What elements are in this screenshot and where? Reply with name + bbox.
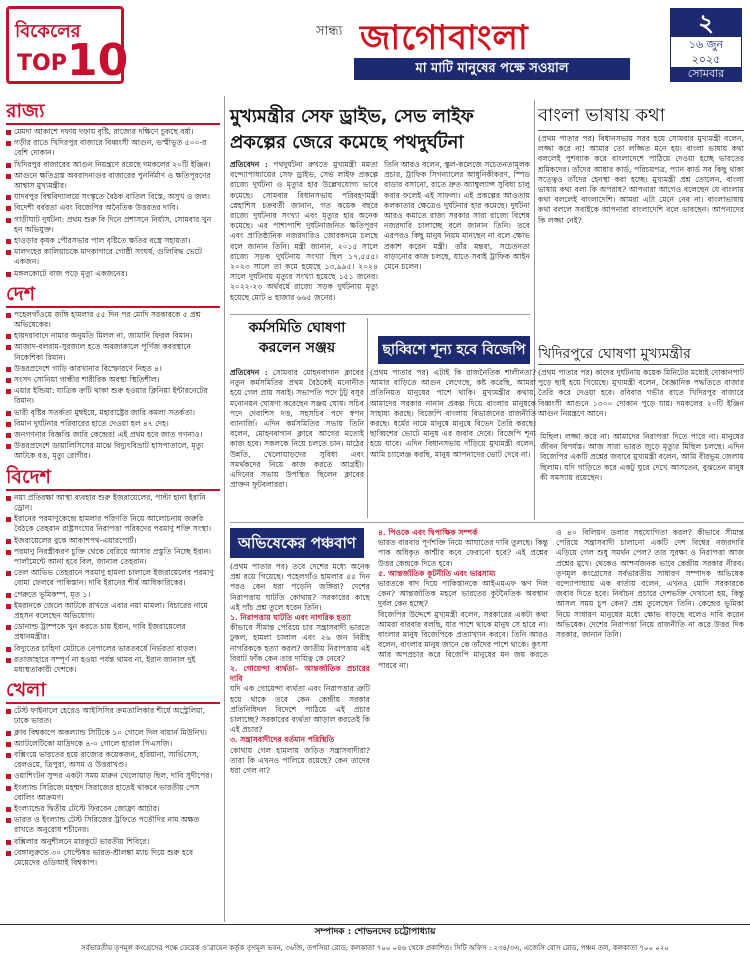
top10-rail [6,96,220,918]
sanjay-byline: প্রতিবেদন : [230,368,268,377]
brand-logo [300,8,640,78]
bangla-headline: বাংলা ভাষায় কথা [538,104,744,131]
bjp-body-tail: বিজেপির উদ্দেশে মুখ্যমন্ত্রী বলেন, সরকারের একটা কথা আমরা বারবার বলছি, যার পাশে থাকে মানুষ সে হারে না। বাংলার মানুষ বিজেপিকে প্রত্যাখ্যান করবে। তিনি আরও বলেন, বাংলার মানুষ জানে কে তাঁদের পাশে থাকে। কুৎসা আর অপপ্রচার করে বিজেপি মানুষের মন জয় করতে পারবে না। [378,609,548,670]
rail-list-item: উত্তরপ্রদেশে গাড়ি কারখানার বিস্ফোরণে নিহত ৪। [6,364,220,374]
top10-kicker: বিকেলের [15,21,81,42]
obhishek-col2 [378,528,548,922]
rail-list-item: যাদবপুর বিশ্ববিদ্যালয়ে সংস্কৃতে বৈঠক বাতিল বিস্তে, অসুখ ও জল। [6,192,220,202]
obhishek-point5-title: ৫. আন্তর্জাতিক কূটনীতি এবং ভারসাম্য [378,568,496,578]
rail-section-list [6,493,220,675]
obhishek-point2-title: ২. গোয়েন্দা ব্যর্থতা– আন্তর্জাতিক প্রচারের দাবি [230,664,370,684]
rail-list-item: বেঙ্গালুরুতে ৩০ সেপ্টেম্বর ভারত-শ্রীলঙ্কা ম্যাচ দিয়ে শুরু হবে মেয়েদের ওডিআই বিশ্বকাপ। [6,848,220,868]
rail-section-list [6,127,220,279]
obhishek-point3-title: ৩. সন্ত্রাসবাদীদের বর্তমান পরিস্থিতি [230,735,335,745]
khidirpur-headline: খিদিরপুরে ঘোষণা মুখ্যমন্ত্রীর [538,344,744,365]
obhishek-point4-text: ভারত বারবার পূর্ণশক্তি নিয়ে আঘাতের দাবি তুলছে। কিন্তু পাক অধিকৃত কাশ্মীর কবে ফেরানো হবে? এই প্রশ্নের উত্তর কেন্দ্রকে দিতে হবে। [378,538,548,568]
rail-list-item: নয়া প্রতিরক্ষা আস্থা ব্যবহার শুরু ইজরায়েলের, পাল্টা হানা ইরানি ড্রোন। [6,493,220,513]
sanjay-body [230,368,364,516]
obhishek-intro: (প্রথম পাতার পর) তবে দেশের মধ্যে অনেক প্রশ্ন রয়ে গিয়েছে। পহেলগাঁও হামলার ৫৫ দিন পরও কেন ধরা পড়েনি জঙ্গিরা? দেশের নিরাপত্তায় ঘাটতি কোথায়? সরকারের কাছে এই পাঁচ প্রশ্ন তুলে ধরেন তিনি। [230,562,370,612]
rail-list-item: আজাদ-বলরাম-সুরজাল হতে অবজাকালে পূর্ণিজ কবরস্থানে নিকেশিকা রিমান। [6,342,220,362]
obhishek-col3: ও ৪০ বিলিয়ন ডলার সহযোগিতা করল? কীভাবে সীমান্ত পেরিয়ে সন্ত্রাসবাদী চালানো একটি দেশ বিশ্বের নজরদারি এড়িয়ে গেল শুধু সমর্থন পেল? তার সুরক্ষা ও নিরাপত্তা আজ প্রশ্নের মুখে। থেকেও আশ্চর্যজনক ভাবে কেন্দ্রীয় সরকার নীরব। তৃণমূল কংগ্রেসের সর্বভারতীয় সাধারণ সম্পাদক অভিষেক বন্দ্যোপাধ্যায় এক বার্তায় বলেন, এখনও মোদি সরকারকে জবাব দিতে হবে। নির্বাচন প্রচারে দেশভক্তি দেখানো হয়, কিন্তু আসল সময় চুপ কেন? প্রশ্ন তুলেছেন তিনি। কেন্দ্রের ভূমিকা নিয়ে সাধারণ মানুষের মধ্যে ক্ষোভ বাড়ছে বলেও দাবি করেন অভিষেক। দেশের নিরাপত্তা নিয়ে রাজনীতি না করে উত্তর দিক সরকার, জানান তিনি। [556,528,744,640]
bjp-body-continued: মিছিল। লজ্জা করে না। আমাদের নিরাপত্তা দিতে পারে না। মানুষের জীবন বিপর্যস্ত। আজ সারা ভারত জুড়ে মৃত্যুর মিছিল চলছে। এদিন বিজেপির একটি প্রশ্নের জবাবে মুখ্যমন্ত্রী বলেন, আমি বীরভূম জেলায় ছিলাম। যদি গাড়িতে করে একটু ঘুরে দেখে আসতেন, বুঝতেন মানুষ কী সমস্যায় রয়েছেন। [540,432,744,482]
rail-list-item: খিদিরপুর বাজারের আগুন নিয়ন্ত্রণে রয়েছে দমকলের ২০টি ইঞ্জিন। [6,160,220,170]
rail-list-item: ইরানের পরমাণুকেন্দ্রে হামলার পরিণতি নিয়ে আলোচনায় জরুরি বৈঠকে তেহরান রাষ্ট্রসংঘের নিরাপত্তা পরিষদের পরমাণু শক্তি সংস্থা। [6,514,220,534]
obhishek-point2-text: যদি এক গোয়েন্দা ব্যর্থতা এবং নিরাপত্তার ত্রুটি হয়ে থাকে তবে কেন কেন্দ্রীয় সরকার প্রতিনিধিদল বিদেশে পাঠিয়ে এই প্রচার চালাচ্ছে? সরকারের ব্যর্থতা আড়াল করতেই কি এই প্রচার? [230,684,370,735]
rail-list-item: পেরুতে ভূমিকম্প, মৃত ১। [6,590,220,600]
rail-list-item: জনগণনার বিজ্ঞপ্তি জারি কেন্দ্রের! এই প্রথম হবে জাত গণনাও। [6,430,220,440]
obhishek-headline: অভিষেকের পঞ্চবাণ [230,528,364,558]
rail-list-item: পহেলগাঁওয়ে জঙ্গি হামলার ৫৫ দিন পর মোদি সরকারকে ৫ প্রশ্ন অভিষেকের। [6,310,220,330]
top10-number: 10 [67,35,129,86]
rail-list-item: বিমান দুর্ঘটনার পরিবারের হাতে দেওয়া হল ৪৭ দেহ। [6,419,220,429]
rail-list-item: ইংল্যান্ডের দ্বিতীয় টেস্টে ফিরবেন জোফ্রা আর্চার। [6,804,220,814]
rail-list-item: এয়ার ইন্ডিয়া: যাত্রিক ক্রটি থাকা শুরু হওয়ার ক্লিনিয়া ইন্টারনেটের রিমান। [6,386,220,406]
rail-list-item: তেল আভিভ তেহরানে পরমাণু হামলা চালালে ইজরায়েলের পরমাণু বোমা ফেলবে পাকিস্তান। দাবি ইরানের শীর্ষ আধিকারিকের। [6,568,220,588]
brand-name: জাগোবাংলা [360,18,529,58]
rail-section-title: বিদেশ [6,465,220,491]
obhishek-point1-text: কীভাবে সীমান্ত পেরিয়ে চার সন্ত্রাসবাদী ভারতে ঢুকল, হামলা চালাল এবং ২৬ জন নিরীহ নাগরিককে হত্যা করল? জাতীয় নিরাপত্তায় এই বিরাট ফাঁক কেন তার দায়িত্ব কে নেবে? [230,623,370,663]
rail-list-item: ইংল্যান্ড সিরিজে মহম্মদ সিরাজের হাতেই থাকবে ভারতীয় পেস বোলিং আক্রমণ। [6,783,220,803]
obhishek-point4-title: ৪. পিওকে এবং দ্বিপাক্ষিক সম্পর্ক [378,528,478,537]
page-number: ২ [671,9,741,37]
lead-byline: প্রতিবেদন : [230,160,268,169]
bjp-headline: ছাব্বিশে শূন্য হবে বিজেপি [378,336,530,364]
rail-list-item: ইমরানকে জেলে আটকে রাখতে এবার নয়া মামলা। বিচারের নামে প্রহসন বলেছেন অভিযোগ। [6,601,220,621]
date-year: ২০২৫ [691,53,721,66]
row-divider [230,522,744,523]
rail-list-item: গাড়ীঘাট দুর্ঘটনা: প্রথম শুরু বি দিনে প্রশাসনে নির্যাস, সোমবার খুন হন অভিযুক্ত। [6,215,220,235]
column-divider [367,318,368,518]
tagline: মা মাটি মানুষের পক্ষে সওয়াল [354,58,630,80]
rail-list-item: মালদহের কালিয়াচকে মাদকাগারে গোষ্ঠী সংঘর্ষ, গুলিবিদ্ধ ভেটে একজন। [6,247,220,267]
rail-list-item: বক্সিংয়ে ভারতের হয়ে রাজ্যের কয়েকজন, হরিয়ানা, সার্ভিসেস, রেলওয়ে, ত্রিপুরা, অসম ও উত্তরাখণ্ড। [6,750,220,770]
column-divider [224,96,225,922]
rail-list-item: ভারী বৃষ্টির সতর্কতা মুম্বইয়ে, মহারাষ্ট্রের জারি কমলা সতর্কতা। [6,408,220,418]
rail-list-item: উত্তরপ্রদেশে ডায়ালিসিসের মাঝে বিদ্যুৎবিভ্রাট হাসপাতালে, মৃত্যু আটকে রঙ, মৃত্যু রোগীর। [6,441,220,461]
obhishek-point5-text: ভারতকে বাদ দিয়ে পাকিস্তানকে আইএমএফ ঋণ দিল কেন? আন্তর্জাতিক মহলে ভারতের কূটনৈতিক অবস্থান দুর্বল কেন হচ্ছে? [378,579,548,609]
editor-line: সম্পাদক : শোভনদেব চট্টোপাধ্যায় [0,924,750,938]
rail-list-item: মঙ্গলকোটে বাজ পড়ে মৃত্যু একজনের। [6,269,220,279]
lead-body-text1: পথদুর্ঘটনা রুখতে মুখ্যমন্ত্রী মমতা বন্দ্যোপাধ্যায়ের সেফ ড্রাইভ, সেভ লাইফ প্রকল্পে রাজ্যে দুর্ঘটনা ও মৃত্যুর হার উল্লেখযোগ্য ভাবে কমেছে। সোমবার বিধানসভায় পরিবহণমন্ত্রী স্নেহাশিস চক্রবর্তী জানান, গত কয়েক বছরে রাজ্যে দুর্ঘটনার সংখ্যা এবং মৃত্যুর হার অনেক কমেছে। এর পাশাপাশি দুর্ঘটনাজনিত ক্ষতিপূরণ এবং প্রাতিষ্ঠানিক নজরদারিও জোরকদমে চলছে বলে জানান তিনি। মন্ত্রী জানান, ২০১৫ সালে রাজ্যে সড়ক দুর্ঘটনায় সংখ্যা ছিল ১৭,৫৫৫। ২০২৩ সালে তা কমে হয়েছে ১৩,৯৯৫। ২০২৪ সালে দুর্ঘটনায় মৃত্যুর সংখ্যা হয়েছে ১৫১ জনের। ২০২২-২৩ অর্থবর্ষে রাজ্যে সড়ক দুর্ঘটনায় মৃত্যু হয়েছে মোট ৪ হাজার ৬৬৫ জনের। [230,160,378,302]
sanjay-headline: কর্মসমিতি ঘোষণা করলেন সঞ্জয় [248,320,346,356]
date-box [670,8,742,82]
rail-list-item: বক্সিলার অনুশীলনে মারকুটে ভারতীয় শিবিরে। [6,837,220,847]
rail-section-title: খেলা [6,678,220,704]
rail-list-item: গড়ীর রাতে খিদিরপুর বাজারে বিধ্বংসী আগুন, ভস্মীভূত ৫০০-র বেশি দোকান। [6,138,220,158]
row-divider [230,314,530,315]
rail-section-list [6,706,220,868]
masthead [0,0,750,92]
rail-list-item: বিদেশী বর্বরতা এবং বিজেপির অনৈতিক উত্তরতর দাবি। [6,203,220,213]
rail-section-title: রাজ্য [6,99,220,125]
rail-list-item: ভারত ও ইংল্যান্ড টেস্ট সিরিজের ট্রফিতে পতৌদির নাম অক্ষত রাখতে অনুরোধ শচীনের। [6,815,220,835]
rail-list-item: রতাজাহারে সম্পূর্ণ না হওয়া পর্যন্ত থামব না, ইরান জানাল দুই মধ্যস্থতাকারী দেশকে। [6,655,220,675]
top10-top: TOP [17,51,67,76]
rail-list-item: ডোনাল্ড ট্রাম্পকে খুন করতে চায় ইরান, দাবি ইজরায়েলের প্রধানমন্ত্রীর। [6,622,220,642]
rail-list-item: ওয়াশিংটন সুন্দর একটা সময় মারুন খেলোয়াড় ছিল, দাবি সুদীপের। [6,771,220,781]
lead-body-col2: তিনি আরও বলেন, স্কুল-কলেজে সচেতনতামূলক প্রচার, ট্রাফিক সিগন্যালের আধুনিকীকরণ, স্পিড রাডার বসানো, রাতে দ্রুত অ্যাম্বুল্যান্স সুবিধা চালু করার ফলেই এই সাফল্য। এই প্রকল্পের আওতায় কলকাতার ক্ষেত্রেও দুর্ঘটনার হার কমেছে। দুর্ঘটনা আরও কমাতে রাজ্য সরকার সারা রাজ্যে বিশেষ নজরদারি চালাচ্ছে বলে জানান তিনি। তবে এরপরও কিছু মানুষ নিয়ম মানছেন না বলে ক্ষোভ প্রকাশ করেন মন্ত্রী। তাঁর মন্তব্য, সচেতনতা বাড়ানোর কাজ চলছে, যাতে সবাই ট্রাফিক আইন মেনে চলেন। [384,160,530,272]
rail-list-item: টেস্ট ফাইনালে হেরেও আইসিসির ক্রমতালিকার শীর্ষে অস্ট্রেলিয়া, ঢাকে ভারত। [6,706,220,726]
obhishek-point1-title: ১. নিরাপত্তায় ঘাটতি এবং নাগরিক হত্যা [230,613,351,623]
rail-list-item: অ্যাটলেটিকো মাদ্রিদকে ৪-০ গোলে হারাল পিএসজি। [6,739,220,749]
rail-list-item: হাওড়ার কৃষক পৌরসভার পাল বৃষ্টিতে ক্ষতির বস্ত্রে সহায়তা। [6,236,220,246]
brand-prefix: সান্ধ্য [316,24,343,39]
rail-list-item: সংসদ সোনিয়া গান্ধীর শারীরিক অবস্থা স্থিতিশীল। [6,375,220,385]
weekday: সোমবার [671,67,741,81]
rail-list-item: পরমাণু নিরস্ত্রীকরণ চুক্তি থেকে বেরিয়ে আসার প্রস্তুতি নিচ্ছে ইরান। পার্লামেন্টে আনা হবে বিল, জানাল তেহরান। [6,547,220,567]
bjp-body: (প্রথম পাতার পর) এটাই কি রাজনৈতিক শালীনতা? আমার বাড়িতে আগুন লেগেছে, কষ্ট করেছি, আমরা প্রতিনিয়ত মানুষের পাশে থাকি। মুখ্যমন্ত্রীর কথায়, আমাদের সরকার নানান প্রকল্প দিয়ে বাংলার মানুষকে সাহায্য করছে। বিজেপি বাংলায় বিভাজনের রাজনীতি করছে। ধর্মের নামে মানুষে মানুষে বিভেদ তৈরি করছে। ছাব্বিশের ভোটে মানুষ এর জবাব দেবে। বিজেপি শূন্য হয়ে যাবে। এদিন বিধানসভায় দাঁড়িয়ে মুখ্যমন্ত্রী বলেন, আমি চ্যালেঞ্জ করছি, মানুষ আপনাদের ভোট দেবে না। [370,368,536,459]
rail-list-item: আগুনে ক্ষতিগ্রস্ত অবরাদনাগুর বাজারের পুনর্নির্মাণ ও ক্ষতিপূরণের আশ্বাস মুখ্যমন্ত্রীর। [6,171,220,191]
top10-badge [6,6,129,86]
date-day-month: ১৬ জুন [688,38,724,51]
rail-list-item: বিদ্যুতের চাহিদা মেটাতে নেপালের ভারতবর্ষে নির্ভরতা বাড়ল। [6,644,220,654]
rail-section-title: দেশ [6,282,220,308]
rail-section-list [6,310,220,462]
bangla-body: (প্রথম পাতার পর) বিধানসভায় সরব হয়ে সোমবার মুখ্যমন্ত্রী বলেন, লজ্জা করে না! আমার তো লজ্জিত মনে হয়। বাংলা ভাষায় কথা বললেই পুশব্যাক করে বাংলাদেশে পাঠিয়ে দেওয়া হচ্ছে ভারতের শ্রমিকদের। তাঁদের আধার কার্ড, পরিচয়পত্র, প্যান কার্ড সব কিছু থাকা সত্ত্বেও তাঁদের হেনস্থা করা হচ্ছে। মুখ্যমন্ত্রী প্রশ্ন তোলেন, বাংলা ভাষায় কথা বলা কি অপরাধ? আপনারা আগেও বলেছেন যে বাংলায় কথা বললেই বাংলাদেশি। আমরা এটা মেনে নেব না। বাংলাভাষায় কথা বললে সবাইকে আপনারা বাংলাদেশি বলে ভাবছেন। আপনাদের কি লজ্জা নেই? [538,134,744,225]
imprint-line: সর্বভারতীয় তৃণমূল কংগ্রেসের পক্ষে ডেরেক ও'ব্রায়েন কর্তৃক তৃণমূল ভবন, ৩৬জি, তপসিয়া রোড, কলকাতা ৭০০ ০৪৬ থেকে প্রকাশিত। সিটি অফিস : ২৩৪/৩এ, এজেসি বোস রোড, পঞ্চম তল, কলকাতা ৭০০ ০২০ [81,944,669,952]
obhishek-point3-text: কোথায় গেল হামলায় জড়িত সন্ত্রাসবাদীরা? তারা কি এখনও পালিয়ে রয়েছে? কেন তাদের ধরা গেল না? [230,745,370,776]
rail-list-item: হায়দরাবাদে নামার অনুমতি মিলল না, জামানি ফিরল বিমান। [6,331,220,341]
lead-body-col1 [230,160,378,312]
rail-list-item: ইজরায়েলের বুকে আকাশপথ-এয়ারপোর্ট। [6,536,220,546]
rail-list-item: ক্লাব বিশ্বকাপে অকল্যান্ড সিটিকে ১০ গোলে দিল বায়ার্ন মিউনিখ। [6,728,220,738]
sanjay-text: সোমবার মোহনবাগান ক্লাবের নতুন কর্মসমিতির প্রথম বৈঠকেই মনোনীত হয়ে গেল প্রায় সবাই। সভাপতি পদে টুটু বসুর মনোনয়ন ঘোষণা করেছেন সঞ্জয় ঘোষ। সচিব পদে দেবাশিস দত্ত, সহসচিব পদে স্বপন ব্যানার্জি। এদিন কর্মসমিতির সভায় তিনি বলেন, মোহনবাগান ক্লাবে আগের মতোই কাজ হবে। সকলকে নিয়ে চলতে চান। মাঠের উন্নতি, খেলোয়াড়দের সুবিধা এবং সমর্থকদের নিয়ে কাজ করতে আগ্রহী। এদিনের সভায় উপস্থিত ছিলেন ক্লাবের প্রাক্তন ফুটবলাররা। [230,368,364,490]
lead-headline: মুখ্যমন্ত্রীর সেফ ড্রাইভ, সেভ লাইফ প্রকল্পের জেরে কমেছে পথদুর্ঘটনা [230,106,474,153]
khidirpur-body: (প্রথম পাতার পর) কাদের দুর্ঘটনায় কয়েক মিনিটের মধ্যেই দোকানপাট পুড়ে ছাই হয়ে গিয়েছে। মুখ্যমন্ত্রী বলেন, বৈজ্ঞানিক পদ্ধতিতে বাজার তৈরি করে দেওয়া হবে। রবিবার গভীর রাতে খিদিরপুর বাজারে বিধ্বংসী আগুনে ১৩০০ দোকান পুড়ে যায়। দমকলের ২০টি ইঞ্জিন আগুন নিয়ন্ত্রণে আনে। [538,368,744,418]
rail-list-item: মেমদা আকাশে দফায় দফায় বৃষ্টি, রাজ্যের দক্ষিণে চুকছে বর্ষা। [6,127,220,137]
obhishek-col1 [230,562,370,922]
